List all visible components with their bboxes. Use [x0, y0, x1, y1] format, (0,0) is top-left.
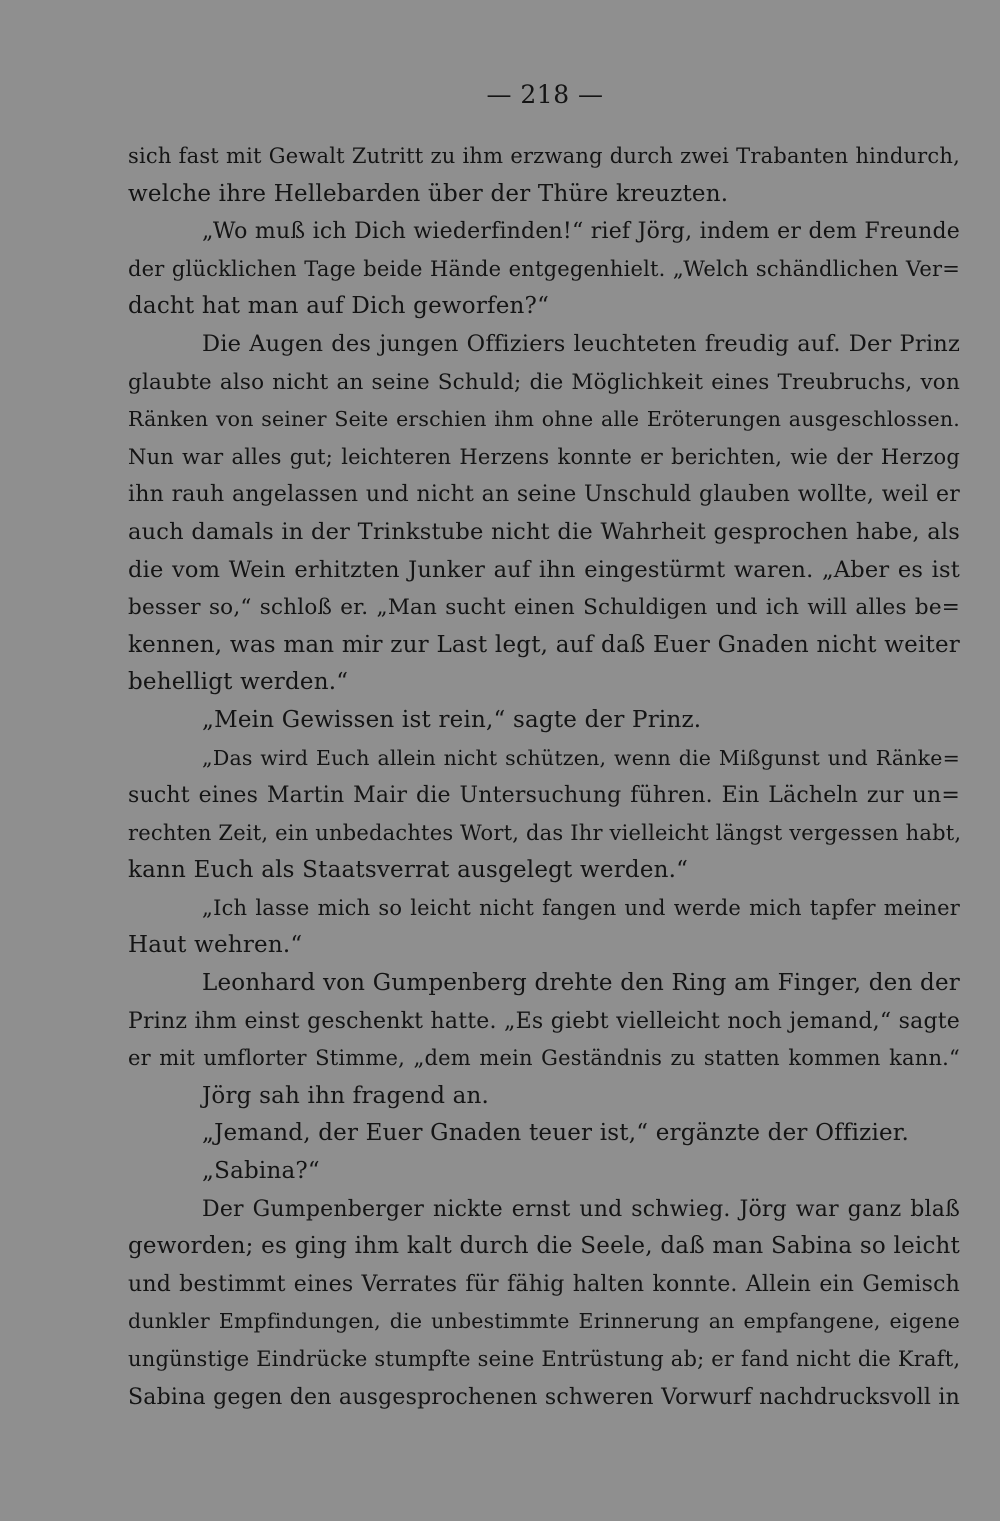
- text-line: ungünstige Eindrücke stumpfte seine Entrüstung ab; er fand nicht die Kraft,: [128, 1347, 961, 1371]
- text-line: dunkler Empfindungen, die unbestimmte Erinnerung an empfangene, eigene: [128, 1309, 960, 1334]
- text-line: „Das wird Euch allein nicht schützen, wenn die Mißgunst und Ränke=: [202, 745, 960, 770]
- text-line: rechten Zeit, ein unbedachtes Wort, das Ihr vielleicht längst vergessen habt,: [128, 820, 962, 845]
- text-line: Der Gumpenberger nickte ernst und schwieg. Jörg war ganz blaß: [202, 1196, 960, 1222]
- text-line: kennen, was man mir zur Last legt, auf daß Euer Gnaden nicht weiter: [128, 631, 960, 658]
- page-text-body: [128, 138, 960, 1416]
- text-line: Haut wehren.“: [128, 932, 303, 959]
- text-line: Prinz ihm einst geschenkt hatte. „Es giebt vielleicht noch jemand,“ sagte: [128, 1008, 960, 1034]
- text-line: Nun war alles gut; leichteren Herzens konnte er berichten, wie der Herzog: [128, 444, 960, 469]
- text-line: Ränken von seiner Seite erschien ihm ohne alle Eröterungen ausgeschlossen.: [128, 407, 960, 432]
- text-line: glaubte also nicht an seine Schuld; die Möglichkeit eines Treubruchs, von: [128, 369, 960, 395]
- text-line: Leonhard von Gumpenberg drehte den Ring am Finger, den der: [202, 970, 960, 997]
- text-line: „Jemand, der Euer Gnaden teuer ist,“ ergänzte der Offizier.: [202, 1120, 909, 1147]
- text-line: Jörg sah ihn fragend an.: [202, 1082, 490, 1109]
- text-line: welche ihre Hellebarden über der Thüre kreuzten.: [128, 180, 729, 207]
- page-number: — 218 —: [486, 80, 604, 109]
- text-line: sich fast mit Gewalt Zutritt zu ihm erzwang durch zwei Trabanten hindurch,: [128, 144, 960, 168]
- text-line: besser so,“ schloß er. „Man sucht einen Schuldigen und ich will alles be=: [128, 595, 960, 621]
- text-line: „Mein Gewissen ist rein,“ sagte der Prinz.: [202, 706, 702, 733]
- text-line: auch damals in der Trinkstube nicht die Wahrheit gesprochen habe, als: [128, 518, 960, 545]
- text-line: die vom Wein erhitzten Junker auf ihn eingestürmt waren. „Aber es ist: [128, 556, 960, 583]
- text-line: der glücklichen Tage beide Hände entgegenhielt. „Welch schändlichen Ver=: [128, 256, 960, 281]
- text-line: Sabina gegen den ausgesprochenen schweren Vorwurf nachdrucksvoll in: [128, 1384, 960, 1410]
- text-line: sucht eines Martin Mair die Untersuchung führen. Ein Lächeln zur un=: [128, 783, 960, 809]
- text-line: „Ich lasse mich so leicht nicht fangen und werde mich tapfer meiner: [202, 895, 960, 920]
- text-line: geworden; es ging ihm kalt durch die Seele, daß man Sabina so leicht: [128, 1233, 960, 1260]
- text-line: und bestimmt eines Verrates für fähig halten konnte. Allein ein Gemisch: [128, 1271, 960, 1297]
- text-line: Die Augen des jungen Offiziers leuchteten freudig auf. Der Prinz: [202, 330, 960, 357]
- text-line: kann Euch als Staatsverrat ausgelegt werden.“: [128, 857, 689, 884]
- text-line: dacht hat man auf Dich geworfen?“: [128, 293, 550, 320]
- text-line: „Sabina?“: [202, 1158, 320, 1185]
- text-line: er mit umflorter Stimme, „dem mein Geständnis zu statten kommen kann.“: [128, 1046, 960, 1071]
- text-line: behelligt werden.“: [128, 669, 349, 696]
- text-line: „Wo muß ich Dich wiederfinden!“ rief Jörg, indem er dem Freunde: [202, 219, 960, 245]
- text-line: ihn rauh angelassen und nicht an seine Unschuld glauben wollte, weil er: [128, 482, 960, 508]
